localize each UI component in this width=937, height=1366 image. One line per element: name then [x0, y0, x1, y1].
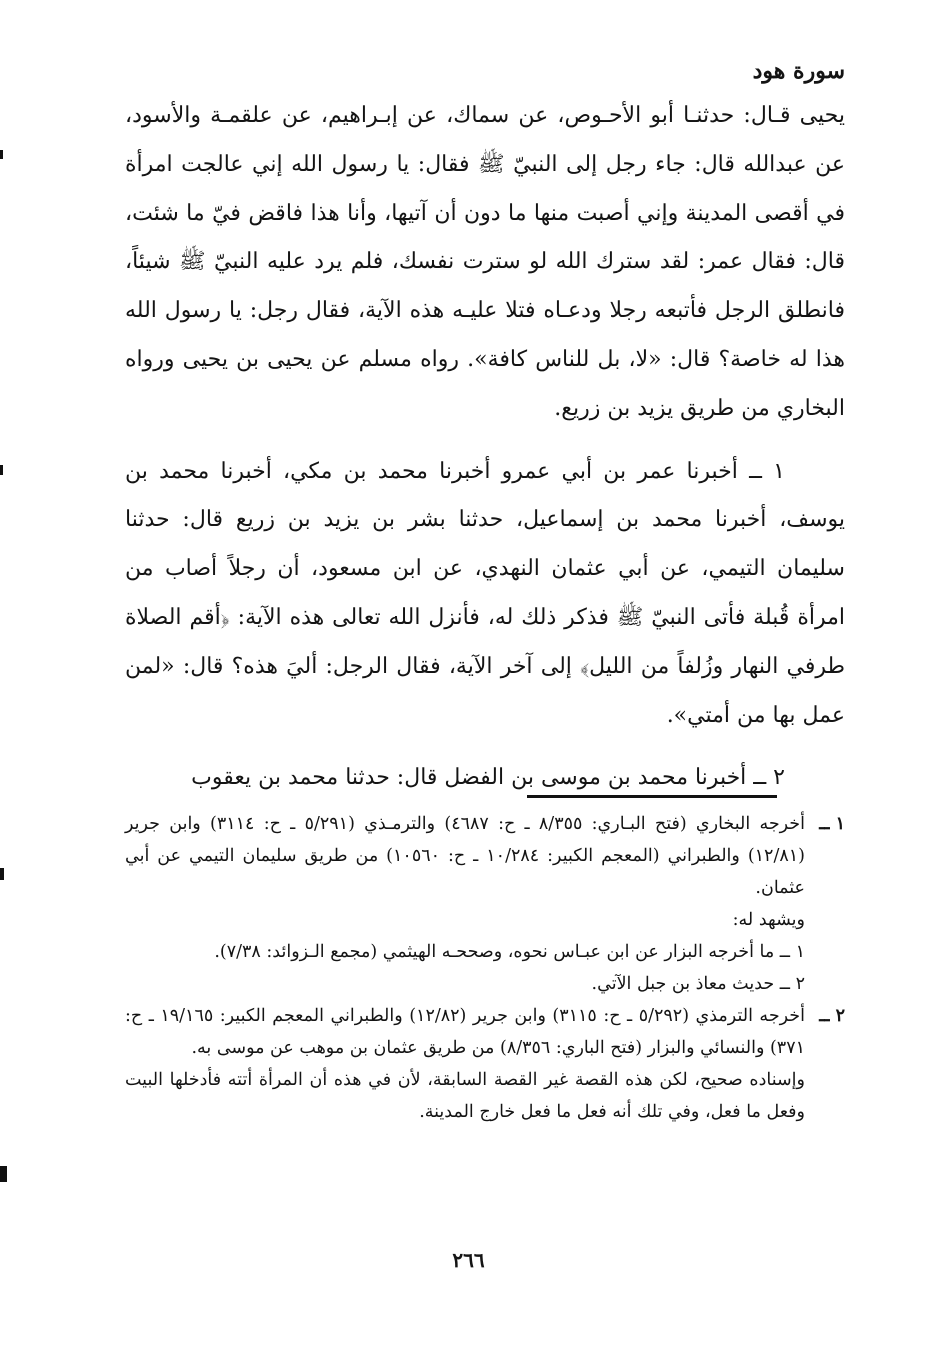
- footnote-2-number: ٢ ــ: [819, 1006, 845, 1026]
- footnote-1-line: ٢ ــ حديث معاذ بن جبل الآتي.: [591, 974, 805, 994]
- body-paragraph-3: ٢ ــ أخبرنا محمد بن موسى بن الفضل قال: حدثنا محمد بن يعقوب: [191, 765, 785, 791]
- body-paragraph-2: ١ ــ أخبرنا عمر بن أبي عمرو أخبرنا محمد بن مكي، أخبرنا محمد بن يوسف، أخبرنا محمد بن إسماعيل، حدثنا بشر بن يزيد بن زريع قال: حدثنا سليمان التيمي، عن أبي عثمان النهدي، عن ابن مسعود، أن رجلاً أصاب من امرأة قُبلة فأتى النبيّ ﷺ فذكر ذلك له، فأنزل الله تعالى هذه الآية: ﴿أقم الصلاة طرفي النهار وزُلفاً من الليل﴾ إلى آخر الآية، فقال الرجل: أليَ هذه؟ قال: «لمن عمل بها من أمتي».: [125, 458, 845, 728]
- scan-mark: [0, 1166, 7, 1182]
- scan-mark: [0, 465, 3, 475]
- body-paragraph-1: يحيى قـال: حدثنـا أبو الأحـوص، عن سماك، عن إبـراهيم، عن علقمـة والأسود، عن عبدالله قال: جاء رجل إلى النبيّ ﷺ فقال: يا رسول الله إني عالجت امرأة في أقصى المدينة وإني أصبت منها ما دون أن آتيها، وأنا هذا فاقض فيّ ما شئت، قال: فقال عمر: لقد سترك الله لو سترت نفسك، فلم يرد عليه النبيّ ﷺ شيئاً، فانطلق الرجل فأتبعه رجلا ودعـاه فتلا عليـه هذه الآية، فقال رجل: يا رسول الله هذا له خاصة؟ قال: «لا، بل للناس كافة». رواه مسلم عن يحيى بن يحيى ورواه البخاري من طريق يزيد بن زريع.: [125, 103, 845, 421]
- footnote-1-line: ١ ــ ما أخرجه البزار عن ابن عبـاس نحوه، وصححـه الهيثمي (مجمع الـزوائد: ٧/٣٨).: [214, 942, 805, 962]
- page-number: ٢٦٦: [452, 1248, 485, 1272]
- footnotes-section: [125, 808, 845, 1128]
- footnote-1-line: ويشهد له:: [732, 910, 805, 930]
- main-body-text: [125, 92, 845, 803]
- footnote-1-line: أخرجه البخاري (فتح البـاري: ٨/٣٥٥ ـ ح: ٤٦٨٧) والترمـذي (٥/٢٩١ ـ ح: ٣١١٤) وابن جرير (١٢/٨١) والطبراني (المعجم الكبير: ١٠/٢٨٤ ـ ح: ١٠٥٦٠) من طريق سليمان التيمي عن أبي عثمان.: [125, 814, 805, 898]
- scan-mark: [0, 150, 3, 159]
- running-header-surah-title: سورة هود: [752, 58, 845, 84]
- footnote-1: [125, 808, 845, 1000]
- footnote-2-line: وإسناده صحيح، لكن هذه القصة غير القصة السابقة، لأن في هذه أن المرأة أتته فأدخلها البيت وفعل ما فعل، وفي تلك أنه فعل ما فعل خارج المدينة.: [125, 1070, 805, 1122]
- footnote-1-number: ١ ــ: [819, 814, 845, 834]
- footnote-2-line: أخرجه الترمذي (٥/٢٩٢ ـ ح: ٣١١٥) وابن جرير (١٢/٨٢) والطبراني المعجم الكبير: ١٩/١٦٥ ـ ح: ٣٧١) والنسائي والبزار (فتح الباري: ٨/٣٥٦) من طريق عثمان بن موهب عن موسى به.: [125, 1006, 805, 1058]
- scan-mark: [0, 868, 4, 880]
- footnote-2: [125, 1000, 845, 1128]
- footnote-divider: [527, 795, 777, 798]
